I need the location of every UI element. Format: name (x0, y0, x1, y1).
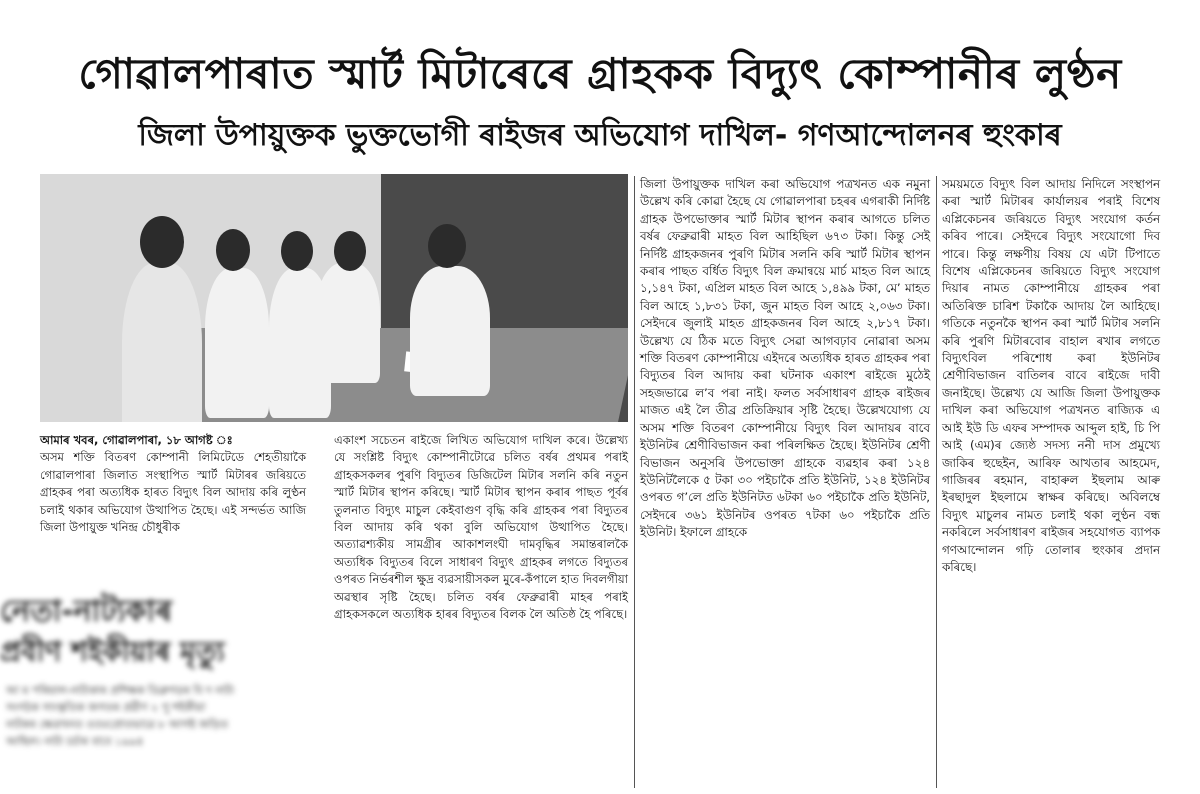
side-story-headline-2: প্ৰবীণ শইকীয়াৰ মৃত্যু (0, 635, 225, 668)
article-column-4: সময়মতে বিদ্যুৎ বিল আদায় নিদিলে সংস্থাপন কৰা স্মাৰ্ট মিটাৰৰ কাৰ্যালয়ৰ পৰাই বিশেষ এপ্লিকেচনৰ জৰিয়তে বিদ্যুৎ সংযোগ কৰ্তন কৰিব পাৰে। সেইদৰে বিদ্যুৎ সংযোগো দিব পাৰে। কিন্তু লক্ষণীয় বিষয় যে এটা টিপাতে বিশেষ এপ্লিকেচনৰ জৰিয়তে বিদ্যুৎ সংযোগ দিয়াৰ নামত কোম্পানীয়ে গ্ৰাহকৰ পৰা অতিৰিক্ত চাৰিশ টকাকৈ আদায় লৈ আহিছে। গতিকে নতুনকৈ স্থাপন কৰা স্মাৰ্ট মিটাৰ সলনি কৰি পুৰণি মিটাৰবোৰ বাহাল ৰখাৰ লগতে বিদ্যুৎবিল পৰিশোধ কৰা ইউনিটৰ শ্ৰেণীবিভাজন বাতিলৰ বাবে ৰাইজে দাবী জনাইছে। উল্লেখ্য যে আজি জিলা উপায়ুক্তক দাখিল কৰা অভিযোগ পত্ৰখনত ৰাজ্যিক এ আই ইউ ডি এফৰ সম্পাদক আব্দুল হাই, চি পি আই (এম)ৰ জ্যেষ্ঠ সদস্য ননী দাস প্ৰমুখ্যে জাকিৰ হুছেইন, আৰিফ আখতাৰ আহমেদ, গাজিৰৰ ৰহমান, বাহাৰুল ইছলাম আৰু ইৰছাদুল ইছলামে স্বাক্ষৰ কৰিছে। অবিলম্বে বিদ্যুৎ মাচুলৰ নামত চলাই থকা লুণ্ঠন বন্ধ নকৰিলে সৰ্বসাধাৰণ ৰাইজৰ সহযোগত ব্যাপক গণআন্দোলন গঢ়ি তোলাৰ হুংকাৰ প্ৰদান কৰিছে। (942, 177, 1160, 574)
dateline: আমাৰ খবৰ, গোৱালপাৰা, ১৮ আগষ্ট ঃ (40, 433, 233, 447)
article-column-3: জিলা উপায়ুক্তক দাখিল কৰা অভিযোগ পত্ৰখনত এক নমুনা উল্লেখ কৰি কোৱা হৈছে যে গোৱালপাৰা চহৰৰ এগৰাকী নিৰ্দিষ্ট গ্ৰাহক উপভোক্তাৰ স্মাৰ্ট মিটাৰ স্থাপন কৰাৰ আগতে চলিত বৰ্ষৰ ফেব্ৰুৱাৰী মাহত বিল আহিছিল ৬৭৩ টকা। কিন্তু সেই নিৰ্দিষ্ট গ্ৰাহকজনৰ পুৰণি মিটাৰ সলনি কৰি স্মাৰ্ট মিটাৰ স্থাপন কৰাৰ পাছত বৰ্ধিত বিদ্যুৎ বিল ক্ৰমান্বয়ে মাৰ্চ মাহত বিল আহে ১,১৪৭ টকা, এপ্ৰিল মাহত বিল আহে ১,৪৯৯ টকা, মে’ মাহত বিল আহে ১,৮৩১ টকা, জুন মাহত বিল আহে ২,০৬৩ টকা। সেইদৰে জুলাই মাহত গ্ৰাহকজনৰ বিল আহে ২,৮১৭ টকা। উল্লেখ্য যে ঠিক মতে বিদ্যুৎ সেৱা আগবঢ়াব নোৱাৰা অসম শক্তি বিতৰণ কোম্পানীয়ে এইদৰে অত্যধিক হাৰত গ্ৰাহকৰ পৰা বিদ্যুতৰ বিল আদায় কৰা ঘটনাক একাংশ ৰাইজে মুঠেই সহজভাৱে ল’ব পৰা নাই। ফলত সৰ্বসাধাৰণ গ্ৰাহক ৰাইজৰ মাজত এই লৈ তীব্ৰ প্ৰতিক্ৰিয়াৰ সৃষ্টি হৈছে। উল্লেখযোগ্য যে অসম শক্তি বিতৰণ কোম্পানীয়ে বিদ্যুৎ বিল আদায়ৰ বাবে ইউনিটৰ শ্ৰেণীবিভাজন কৰা পৰিলক্ষিত হৈছে। ইউনিটৰ শ্ৰেণী বিভাজন অনুসৰি উপভোক্তা গ্ৰাহকে ব্যৱহাৰ কৰা ১২৪ ইউনিটলৈকে ৫ টকা ৩০ পইচাকৈ প্ৰতি ইউনিট, ১২৪ ইউনিটৰ ওপৰত গ’লে প্ৰতি ইউনিটত ৬টকা ৬০ পইচাকৈ প্ৰতি ইউনিট, সেইদৰে ৩৬১ ইউনিটৰ ওপৰত ৭টকা ৬০ পইচাকৈ প্ৰতি ইউনিট। ইফালে গ্ৰাহকে (640, 177, 930, 540)
side-story (0, 592, 236, 794)
headline: গোৱালপাৰাত স্মাৰ্ট মিটাৰেৰে গ্ৰাহকক বিদ্যুৎ কোম্পানীৰ লুণ্ঠন (78, 49, 1122, 98)
side-story-body: আ ম পৰিয়াল-নাট্যকাৰ প্ৰশিক্ষক ডিব্ৰুগড়ৰ বি দ নাট্য সংগঠক সাংস্কৃতিক জগতৰ প্ৰৱীণ ২ পু শইকীয়া নাটকৰ ক্ষেত্ৰখনত ওতঃপ্ৰোতভাৱে ৮ আগষ্ট জড়িত আছিল। নাট্য চৰ্চাৰ বাবে ১৯৯৪ (6, 684, 235, 748)
article-text-1: অসম শক্তি বিতৰণ কোম্পানী লিমিটেডে শেহতীয়াকৈ গোৱালপাৰা জিলাত সংস্থাপিত স্মাৰ্ট মিটাৰৰ জৰিয়তে গ্ৰাহকৰ পৰা অত্যধিক হাৰত বিদ্যুৎ বিল আদায় কৰি লুণ্ঠন চলাই থকাৰ অভিযোগ উত্থাপিত হৈছে। এই সন্দৰ্ভত আজি জিলা উপায়ুক্ত খনিন্দ্ৰ চৌধুৰীক (40, 450, 306, 535)
news-photo (40, 174, 628, 422)
subheadline: জিলা উপায়ুক্তক ভুক্তভোগী ৰাইজৰ অভিযোগ দাখিল- গণআন্দোলনৰ হুংকাৰ (138, 118, 1062, 153)
article-column-1 (40, 432, 306, 536)
side-story-headline-1: নেতা-নাট্যকাৰ (0, 594, 172, 629)
article-column-2: একাংশ সচেতন ৰাইজে লিখিত অভিযোগ দাখিল কৰে। উল্লেখ্য যে সংশ্লিষ্ট বিদ্যুৎ কোম্পানীটোৱে চলিত বৰ্ষৰ প্ৰথমৰ পৰাই গ্ৰাহকসকলৰ পুৰণি বিদ্যুতৰ ডিজিটেল মিটাৰ সলনি কৰি নতুন স্মাৰ্ট মিটাৰ স্থাপন কৰিছে। স্মাৰ্ট মিটাৰ স্থাপন কৰাৰ পাছত পূৰ্বৰ তুলনাত বিদ্যুৎ মাচুল কেইবাগুণ বৃদ্ধি কৰি গ্ৰাহকৰ পৰা বিদ্যুতৰ বিল আদায় কৰি থকা বুলি অভিযোগ উত্থাপিত হৈছে। অত্যাৱশ্যকীয় সামগ্ৰীৰ আকাশলংঘী দামবৃদ্ধিৰ সমান্তৰালকৈ অত্যধিক বিদ্যুতৰ বিলে সাধাৰণ বিদ্যুৎ গ্ৰাহকৰ লগতে বিদ্যুতৰ ওপৰত নিৰ্ভৰশীল ক্ষুদ্ৰ ব্যৱসায়ীসকল মুৰে-কঁপালে হাত দিবলগীয়া অৱস্থাৰ সৃষ্টি হৈছে। চলিত বৰ্ষৰ ফেব্ৰুৱাৰী মাহৰ পৰাই গ্ৰাহকসকলে অত্যধিক হাৰৰ বিদ্যুতৰ বিলক লৈ অতিষ্ঠ হৈ পৰিছে। (334, 433, 628, 622)
